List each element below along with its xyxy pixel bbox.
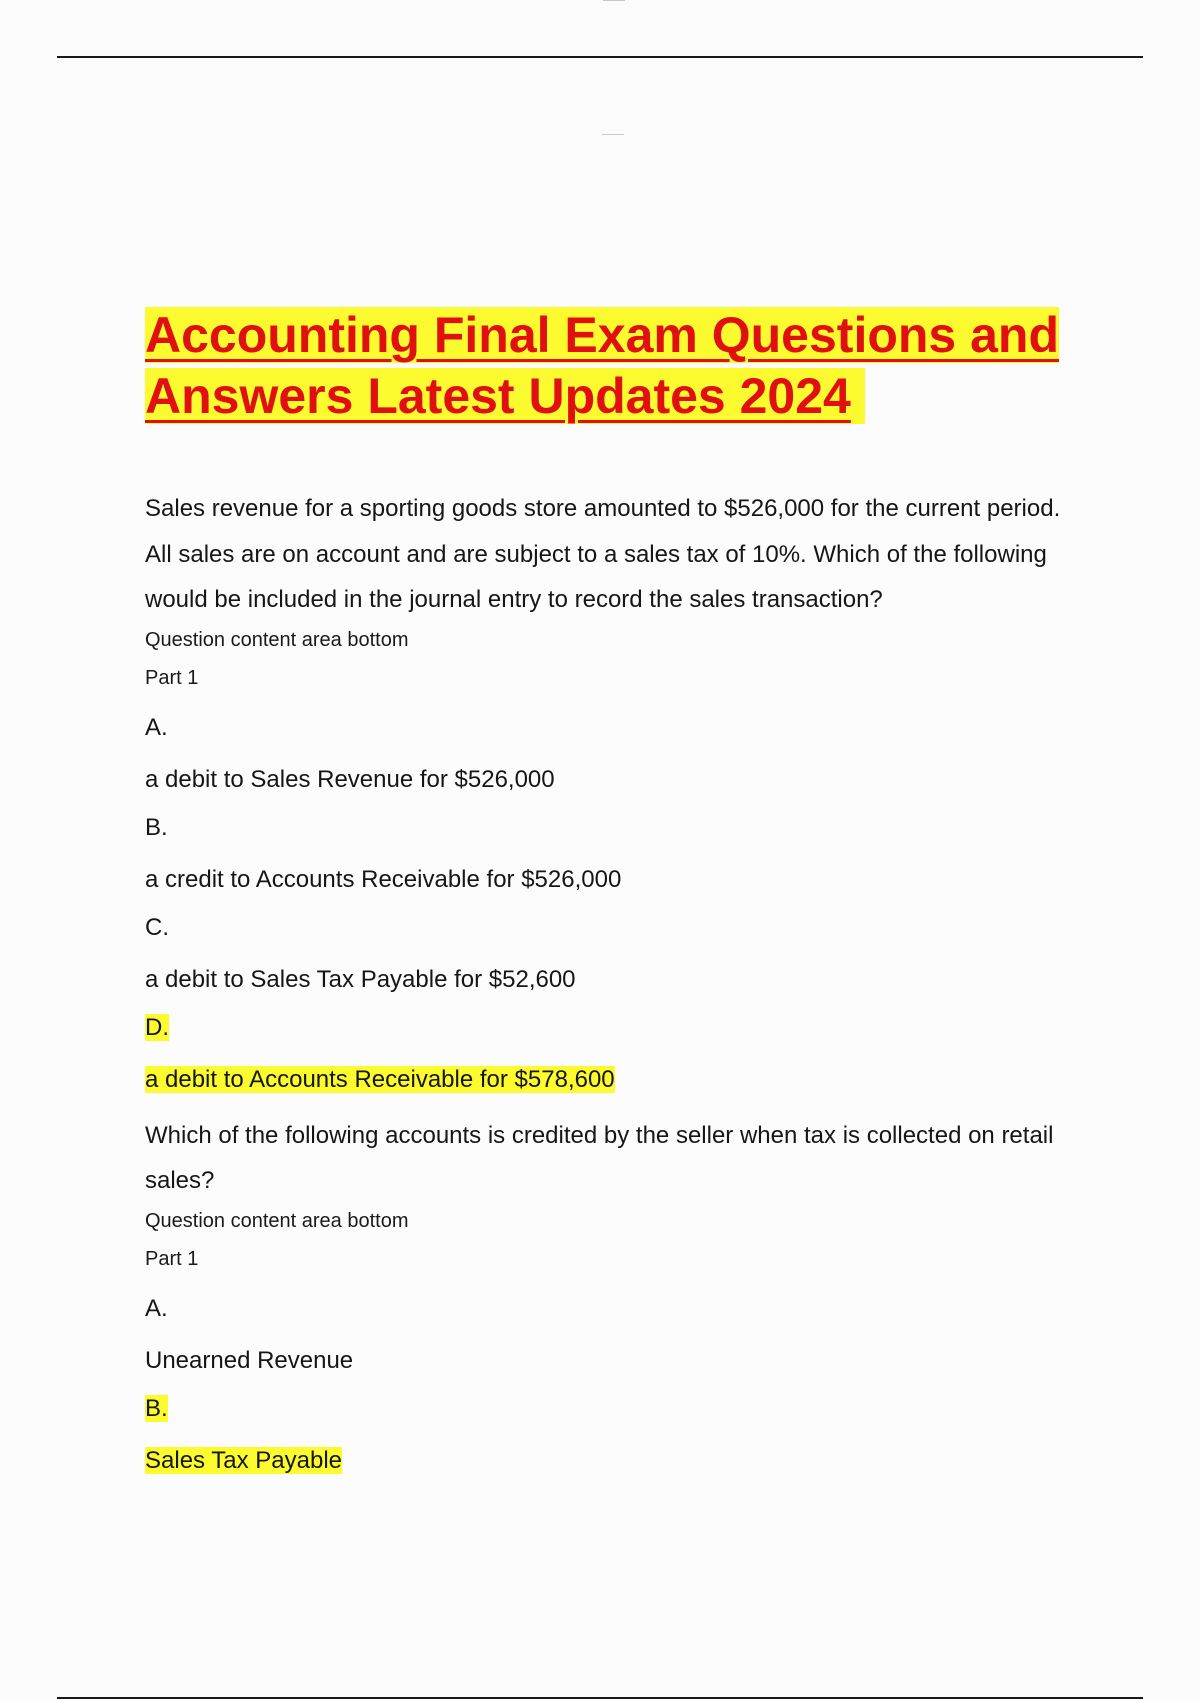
document-body: [145, 305, 1105, 1476]
question-area-label: Question content area bottom: [145, 628, 409, 651]
option-text-highlight: a debit to Accounts Receivable for $578,600: [145, 1065, 615, 1093]
option-text: a credit to Accounts Receivable for $526,000: [145, 865, 622, 893]
option-letter: A.: [145, 713, 168, 741]
question-part-label: Part 1: [145, 666, 199, 689]
option-letter: C.: [145, 913, 169, 941]
header-faint-mark: [602, 134, 624, 135]
question-text: Which of the following accounts is credited by the seller when tax is collected on retail sales?: [145, 1121, 1054, 1194]
option-letter-highlight: B.: [145, 1394, 168, 1422]
header-mark: [603, 0, 625, 1]
correct-option-text: [145, 1446, 1105, 1476]
question-text: Sales revenue for a sporting goods store amounted to $526,000 for the current period. All sales are on account and are subject to a sales tax of 10%. Which of the following would be included in the journal entry to record the sales transaction?: [145, 495, 1061, 613]
option-text: a debit to Sales Tax Payable for $52,600: [145, 965, 576, 993]
option-text-highlight: Sales Tax Payable: [145, 1446, 343, 1474]
option-letter: A.: [145, 1294, 168, 1322]
option-text: a debit to Sales Revenue for $526,000: [145, 765, 555, 793]
document-title: Accounting Final Exam Questions and Answers Latest Updates 2024: [145, 307, 1060, 424]
footer-rule: [57, 1697, 1143, 1699]
header-rule: [57, 56, 1143, 58]
option-letter-highlight: D.: [145, 1013, 169, 1041]
question-area-label: Question content area bottom: [145, 1209, 409, 1232]
question-block-1: [145, 486, 1105, 1095]
correct-option-text: [145, 1065, 1105, 1095]
question-part-label: Part 1: [145, 1247, 199, 1270]
question-block-2: [145, 1113, 1105, 1476]
correct-option-letter: [145, 1013, 1105, 1043]
correct-option-letter: [145, 1394, 1105, 1424]
option-text: Unearned Revenue: [145, 1346, 354, 1374]
option-letter: B.: [145, 813, 168, 841]
